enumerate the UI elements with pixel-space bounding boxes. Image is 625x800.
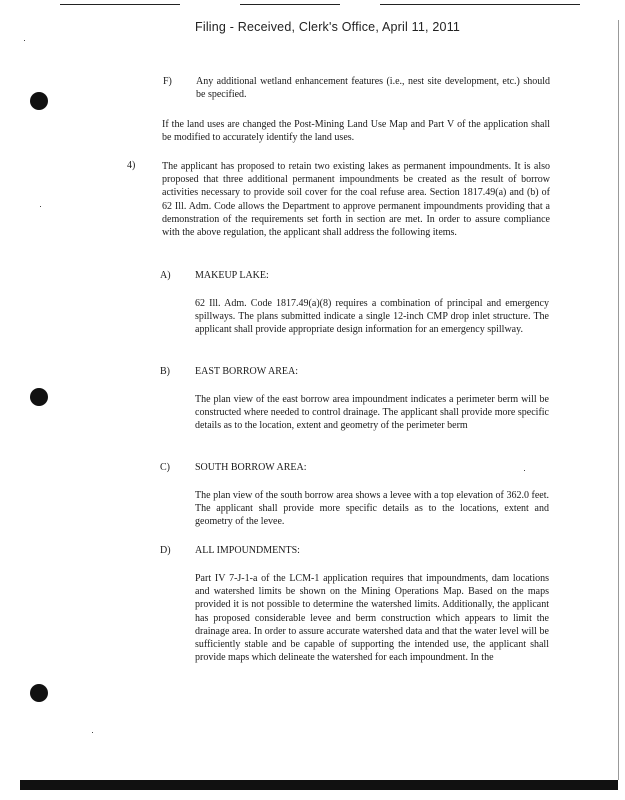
- item-4-text: The applicant has proposed to retain two existing lakes as permanent impoundments. It is also proposed that three additional permanent impoundments be created as the result of borrow activities necessary to provide soil cover for the coal refuse area. Section 1817.49(a) and (b) of 62 Ill. Adm. Code allows the Department to approve permanent impoundments providing that a demonstration of the requirements set forth in section are met. In order to assure compliance with the above regulation, the applicant shall address the following items.: [162, 161, 550, 239]
- scan-speck: [524, 470, 525, 471]
- scan-speck: [24, 40, 25, 41]
- item-b-text: The plan view of the east borrow area impoundment indicates a perimeter berm will be constructed where needed to control drainage. The applicant shall provide more specific details as to the location, extent and geometry of the perimeter berm: [195, 394, 549, 432]
- scan-edge-top: [380, 4, 580, 5]
- item-a-heading: MAKEUP LAKE:: [195, 270, 269, 281]
- item-a-marker: A): [160, 270, 171, 281]
- item-4-marker: 4): [127, 160, 136, 171]
- scan-edge-right: [618, 20, 619, 780]
- item-d-text: Part IV 7-J-1-a of the LCM-1 application requires that impoundments, dam locations and watershed limits be shown on the Mining Operations Map. Based on the maps provided it is not possible to determine the watershed limits. Additionally, the applicant has proposed considerable levee and berm construction which appears to limit the drainage area. In order to assure accurate watershed data and that the water level will be sufficiently stable and be capable of supporting the intended use, the applicant shall provide maps which delineate the watershed for each impoundment. In the: [195, 573, 549, 664]
- item-b-heading: EAST BORROW AREA:: [195, 366, 298, 377]
- scan-speck: [40, 206, 41, 207]
- punch-hole: [30, 92, 48, 110]
- item-f-text: Any additional wetland enhancement features (i.e., nest site development, etc.) should be specified.: [196, 76, 550, 101]
- scan-edge-top: [240, 4, 340, 5]
- item-c-heading: SOUTH BORROW AREA:: [195, 462, 307, 473]
- scan-edge-top: [60, 4, 180, 5]
- item-a-text: 62 Ill. Adm. Code 1817.49(a)(8) requires a combination of principal and emergency spillways. The plans submitted indicate a single 12-inch CMP drop inlet structure. The applicant shall provide appropriate design information for an emergency spillway.: [195, 298, 549, 336]
- item-c-text: The plan view of the south borrow area shows a levee with a top elevation of 362.0 feet. The applicant shall provide more specific details as to the locations, extent and geometry of the levee.: [195, 490, 549, 528]
- item-f-marker: F): [163, 76, 172, 87]
- scan-edge-bottom: [20, 780, 618, 790]
- scan-speck: [92, 732, 93, 733]
- punch-hole: [30, 388, 48, 406]
- punch-hole: [30, 684, 48, 702]
- land-use-paragraph: If the land uses are changed the Post-Mining Land Use Map and Part V of the application shall be modified to accurately identify the land uses.: [162, 119, 550, 144]
- item-d-marker: D): [160, 545, 171, 556]
- item-d-heading: ALL IMPOUNDMENTS:: [195, 545, 300, 556]
- filing-header: Filing - Received, Clerk's Office, April 11, 2011: [195, 20, 461, 34]
- item-c-marker: C): [160, 462, 170, 473]
- item-b-marker: B): [160, 366, 170, 377]
